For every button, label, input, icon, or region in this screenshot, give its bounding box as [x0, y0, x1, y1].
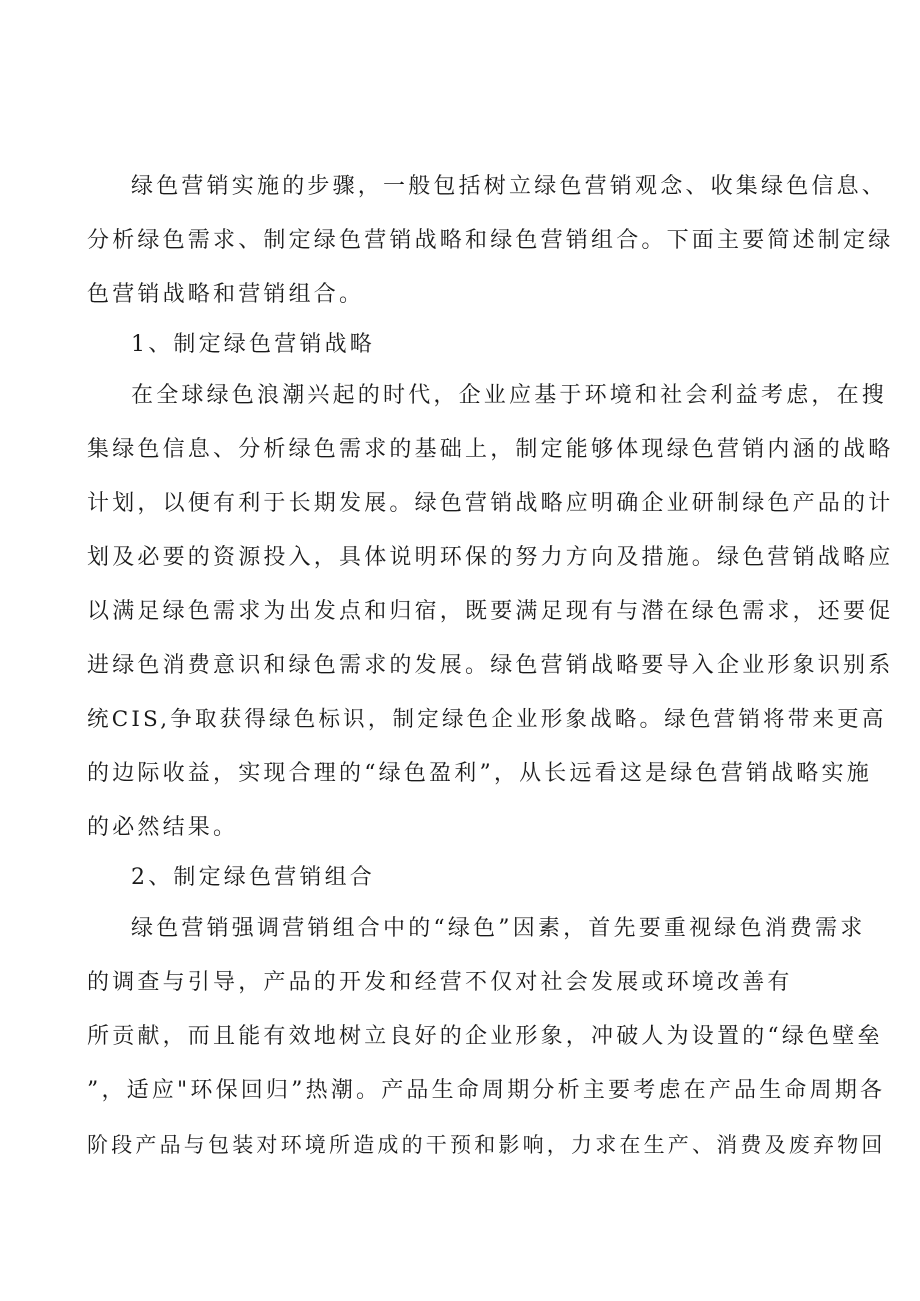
section-heading-2: 2、制定绿色营销组合: [131, 865, 375, 890]
paragraph-strategy-line-1: 在全球绿色浪潮兴起的时代，企业应基于环境和社会利益考虑，在搜: [131, 383, 888, 408]
paragraph-strategy-line-5: 以满足绿色需求为出发点和归宿，既要满足现有与潜在绿色需求，还要促: [87, 599, 894, 624]
paragraph-strategy-line-7: 统CIS,争取获得绿色标识，制定绿色企业形象战略。绿色营销将带来更高: [87, 707, 887, 732]
paragraph-mix-line-4: ”，适应"环保回归”热潮。产品生命周期分析主要考虑在产品生命周期各: [87, 1078, 886, 1103]
paragraph-strategy-line-9: 的必然结果。: [87, 815, 239, 840]
paragraph-mix-line-2: 的调查与引导，产品的开发和经营不仅对社会发展或环境改善有: [87, 970, 793, 995]
paragraph-strategy-line-4: 划及必要的资源投入，具体说明环保的努力方向及措施。绿色营销战略应: [87, 545, 894, 570]
paragraph-strategy-line-2: 集绿色信息、分析绿色需求的基础上，制定能够体现绿色营销内涵的战略: [87, 437, 894, 462]
paragraph-strategy-line-3: 计划，以便有利于长期发展。绿色营销战略应明确企业研制绿色产品的计: [87, 491, 894, 516]
paragraph-strategy-line-6: 进绿色消费意识和绿色需求的发展。绿色营销战略要导入企业形象识别系: [87, 653, 894, 678]
paragraph-intro-line-2: 分析绿色需求、制定绿色营销战略和绿色营销组合。下面主要简述制定绿: [87, 228, 894, 253]
paragraph-intro-line-3: 色营销战略和营销组合。: [87, 282, 365, 307]
paragraph-mix-line-3: 所贡献，而且能有效地树立良好的企业形象，冲破人为设置的“绿色壁垒: [87, 1024, 883, 1049]
paragraph-mix-line-5: 阶段产品与包装对环境所造成的干预和影响，力求在生产、消费及废弃物回: [87, 1133, 886, 1157]
paragraph-strategy-line-8: 的边际收益，实现合理的“绿色盈利”，从长远看这是绿色营销战略实施: [87, 761, 872, 786]
paragraph-mix-line-1: 绿色营销强调营销组合中的“绿色”因素，首先要重视绿色消费需求: [131, 916, 866, 941]
paragraph-intro-line-1: 绿色营销实施的步骤，一般包括树立绿色营销观念、收集绿色信息、: [131, 174, 888, 199]
section-heading-1: 1、制定绿色营销战略: [131, 332, 375, 357]
